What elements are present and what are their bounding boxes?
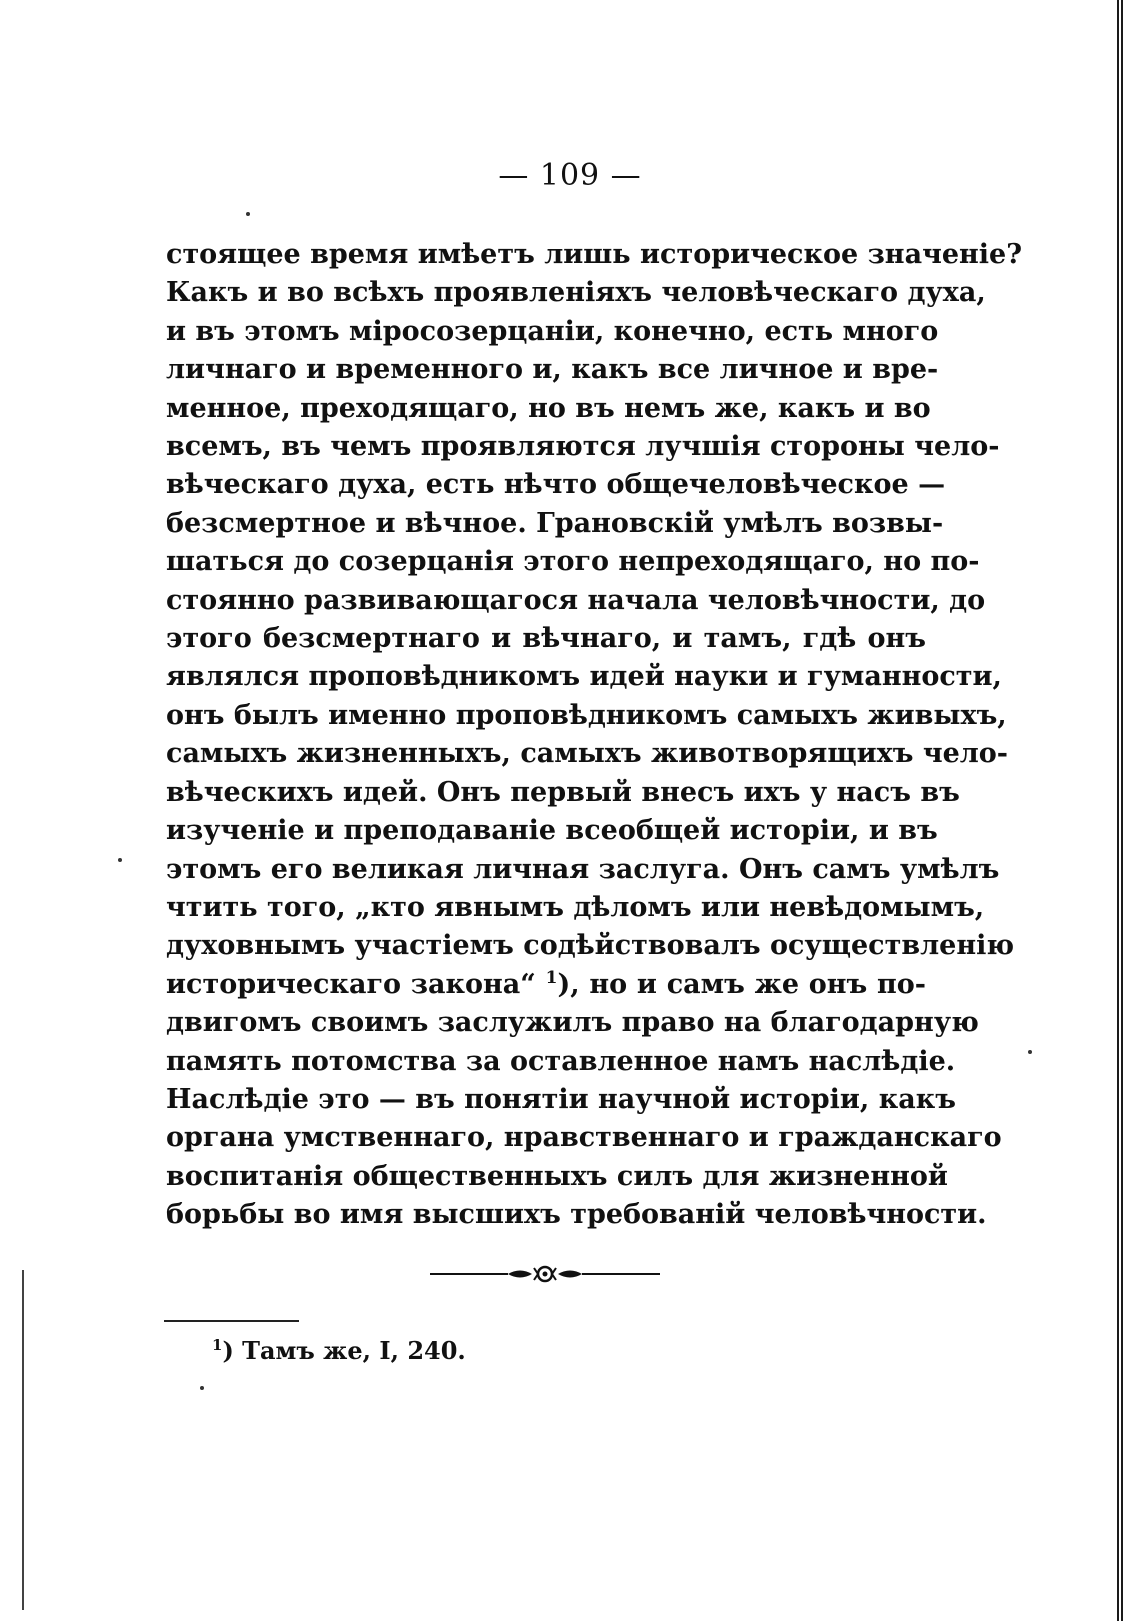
text-line: и въ этомъ мiросозерцанiи, конечно, есть много (166, 315, 939, 347)
text-fragment: ), но и самъ же онъ по- (557, 968, 927, 1000)
text-line: менное, преходящаго, но въ немъ же, какъ и во (166, 392, 931, 424)
text-line: безсмертное и вѣчное. Грановскiй умѣлъ возвы- (166, 507, 944, 539)
section-divider-ornament (430, 1262, 660, 1286)
text-line: стоящее время имѣетъ лишь историческое значенie? (166, 239, 1023, 270)
text-line: этомъ его великая личная заслуга. Онъ самъ умѣлъ (166, 853, 1000, 885)
text-line: изученiе и преподаванiе всеобщей исторiи, и въ (166, 815, 938, 847)
text-line: воспитанiя общественныхъ силъ для жизненной (166, 1160, 948, 1192)
ink-speck (246, 212, 250, 216)
body-text (166, 236, 1023, 1235)
footnote-marker: 1 (212, 1336, 223, 1354)
text-line: чтить того, „кто явнымъ дѣломъ или невѣдомымъ, (166, 891, 985, 923)
text-line: стоянно развивающагося начала человѣчности, до (166, 584, 986, 616)
text-line: личнаго и временного и, какъ все личное и вре- (166, 354, 939, 386)
ink-speck (118, 858, 122, 862)
text-line: являлся проповѣдникомъ идей науки и гуманности, (166, 661, 1002, 693)
text-line: органа умственнаго, нравственнаго и гражданскаго (166, 1122, 1002, 1154)
text-line: шаться до созерцанiя этого непреходящаго, но по- (166, 546, 980, 578)
text-fragment: историческаго закона“ (166, 968, 546, 1000)
footnote-rule (164, 1320, 299, 1322)
paragraph-lines (166, 1004, 1002, 1234)
text-line: память потомства за оставленное намъ наслѣдiе. (166, 1045, 956, 1077)
left-margin-marks (22, 1270, 27, 1610)
text-line: этого безсмертнаго и вѣчнаго, и тамъ, гдѣ онъ (166, 623, 926, 655)
text-line: духовнымъ участiемъ содѣйствовалъ осуществленiю (166, 930, 1015, 962)
page-number: — 109 — (498, 158, 642, 193)
text-line: вѣческихъ идей. Онъ первый внесъ ихъ у насъ въ (166, 776, 960, 808)
text-line: вѣческаго духа, есть нѣчто общечеловѣческое — (166, 469, 946, 501)
footnote-reference[interactable]: 1 (545, 967, 558, 988)
footnote (212, 1336, 466, 1365)
text-line: онъ былъ именно проповѣдникомъ самыхъ живыхъ, (166, 699, 1007, 731)
paragraph-lines (166, 236, 1023, 966)
text-line: всемъ, въ чемъ проявляются лучшiя стороны чело- (166, 431, 1000, 463)
text-line: Какъ и во всѣхъ проявленiяхъ человѣческаго духа, (166, 277, 986, 309)
text-line-with-footnote (166, 966, 926, 1004)
text-line: двигомъ своимъ заслужилъ право на благодарную (166, 1007, 979, 1039)
text-line: Наслѣдiе это — въ понятiи научной исторiи, какъ (166, 1083, 956, 1115)
right-margin-rule (1117, 0, 1123, 1621)
footnote-text: ) Тамъ же, I, 240. (222, 1336, 466, 1365)
text-line: борьбы во имя высшихъ требованiй человѣчности. (166, 1199, 987, 1231)
ink-speck (1028, 1050, 1032, 1054)
text-line: самыхъ жизненныхъ, самыхъ животворящихъ чело- (166, 738, 1009, 770)
ink-speck (200, 1386, 204, 1390)
